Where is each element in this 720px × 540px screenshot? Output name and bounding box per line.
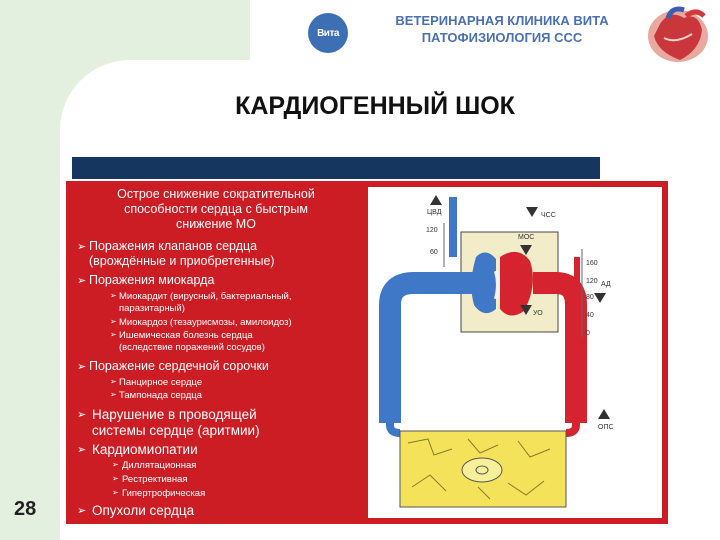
sub-restrictive: Рестрективная xyxy=(122,474,188,485)
sub-bullet-icon: ➢ xyxy=(112,460,119,469)
circulation-diagram xyxy=(368,187,662,518)
sub-armored-heart: Панцирное сердце xyxy=(119,377,203,388)
chss-down-arrow-icon xyxy=(526,207,538,217)
bullet-conduction xyxy=(92,407,362,439)
causes-panel xyxy=(66,181,366,524)
sub-tamponade: Тампонада сердца xyxy=(119,390,202,401)
scale-tick: 40 xyxy=(586,312,594,319)
bullet-line: Нарушение в проводящей xyxy=(92,407,257,422)
sub-line: паразитарный) xyxy=(119,303,185,314)
intro-line: снижение МО xyxy=(176,217,256,231)
bullet-arrow-icon: ➢ xyxy=(77,275,87,287)
top-decor-band xyxy=(0,0,250,60)
subject-line: ПАТОФИЗИОЛОГИЯ ССС xyxy=(421,30,583,45)
slide-number: 28 xyxy=(14,498,37,520)
page-title: КАРДИОГЕННЫЙ ШОК xyxy=(235,92,515,120)
bullet-line: Поражения клапанов сердца xyxy=(89,239,258,253)
cell-nucleus xyxy=(462,458,502,482)
bullet-arrow-icon: ➢ xyxy=(77,444,87,456)
label-uo: УО xyxy=(533,310,543,317)
sub-ischemia xyxy=(119,330,359,354)
clinic-name-line: ВЕТЕРИНАРНАЯ КЛИНИКА ВИТА xyxy=(395,13,609,28)
sub-line: (вследствие поражений сосудов) xyxy=(119,342,265,353)
scale-tick: 80 xyxy=(586,294,594,301)
sub-line: Миокардит (вирусный, бактериальный, xyxy=(119,291,292,302)
left-decor-band xyxy=(0,0,60,540)
scale-tick: 0 xyxy=(586,330,590,337)
bullet-cardiomyopathy: Кардиомиопатии xyxy=(92,442,198,457)
label-ad: АД xyxy=(601,281,611,288)
sub-bullet-icon: ➢ xyxy=(110,317,117,326)
bullet-arrow-icon: ➢ xyxy=(77,241,87,253)
label-chss: ЧСС xyxy=(541,212,556,219)
label-cvd: ЦВД xyxy=(427,209,442,216)
bullet-arrow-icon: ➢ xyxy=(77,361,87,373)
title-underline-bar xyxy=(72,157,600,179)
intro-line: Острое снижение сократительной xyxy=(117,187,315,201)
bullet-valves xyxy=(89,239,359,269)
scale-tick: 160 xyxy=(586,260,598,267)
sub-dilated: Диллятационная xyxy=(122,460,197,471)
clinic-header xyxy=(372,12,632,46)
sub-hypertrophic: Гипертрофическая xyxy=(122,488,206,499)
heart-illustration xyxy=(640,4,714,64)
bullet-arrow-icon: ➢ xyxy=(77,409,87,421)
logo-text: Вита xyxy=(317,27,339,39)
label-ops: ОПС xyxy=(598,424,614,431)
sub-bullet-icon: ➢ xyxy=(110,390,117,399)
sub-myocarditis xyxy=(119,291,359,315)
cvd-up-arrow-icon xyxy=(430,195,442,205)
intro-line: способности сердца с быстрым xyxy=(124,202,308,216)
bullet-line: (врождённые и приобретенные) xyxy=(89,254,275,268)
ad-down-arrow-icon xyxy=(594,293,606,303)
scale-tick: 60 xyxy=(430,249,438,256)
scale-tick: 120 xyxy=(426,227,438,234)
diagram-canvas xyxy=(368,187,662,518)
bullet-myocardium: Поражения миокарда xyxy=(89,273,215,287)
sub-bullet-icon: ➢ xyxy=(112,488,119,497)
sub-myocardosis: Миокардоз (тезаурисмозы, амилоидоз) xyxy=(119,317,292,328)
ops-up-arrow-icon xyxy=(598,409,610,419)
label-mos: МОС xyxy=(518,234,535,241)
clinic-logo xyxy=(308,13,348,53)
sub-bullet-icon: ➢ xyxy=(110,291,117,300)
bullet-pericardium: Поражение сердечной сорочки xyxy=(89,359,269,373)
sub-bullet-icon: ➢ xyxy=(110,377,117,386)
sub-line: Ишемическая болезнь сердца xyxy=(119,330,253,341)
intro-text xyxy=(86,187,346,232)
bullet-arrow-icon: ➢ xyxy=(77,505,87,517)
sub-bullet-icon: ➢ xyxy=(112,474,119,483)
right-heart-chamber xyxy=(471,252,496,313)
sub-bullet-icon: ➢ xyxy=(110,330,117,339)
scale-tick: 120 xyxy=(586,278,598,285)
bullet-tumors: Опухоли сердца xyxy=(92,503,195,518)
bullet-line: системы сердце (аритмии) xyxy=(92,423,260,438)
